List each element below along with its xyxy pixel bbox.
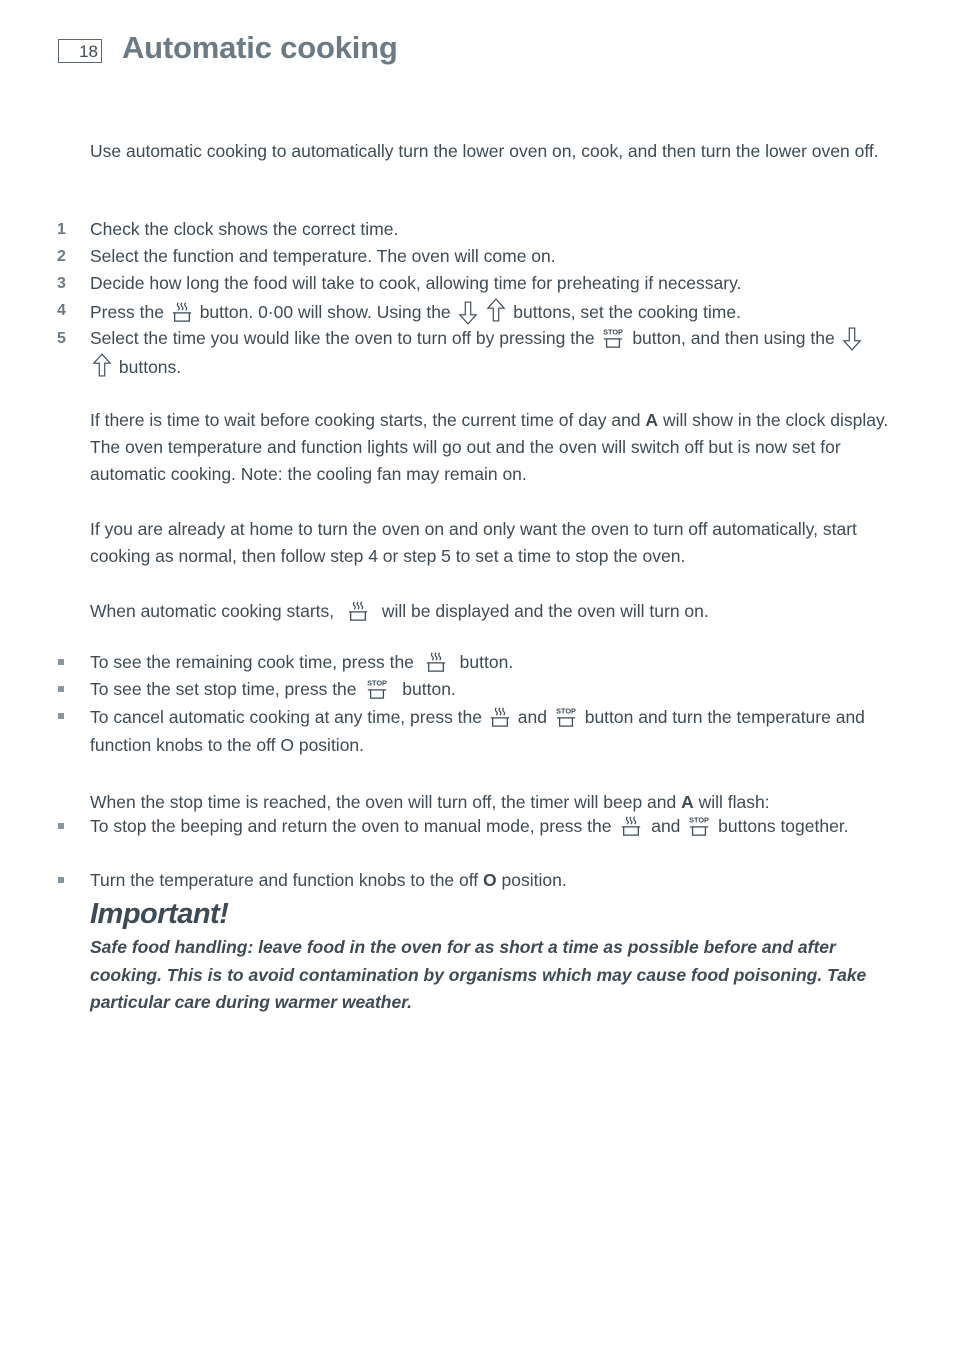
bullet-marker (58, 659, 64, 665)
step-number: 1 (57, 221, 66, 238)
step-text-part: buttons. (118, 357, 182, 377)
bullet-text-part: buttons together. (718, 816, 849, 836)
bullet-text (90, 813, 890, 840)
stop-text: When the stop time is reached, the oven will turn off, the timer will beep and (90, 792, 677, 812)
step-number: 5 (57, 330, 66, 347)
bullet-text (90, 867, 890, 894)
intro-paragraph: Use automatic cooking to automatically turn the lower oven on, cook, and then turn the lower oven off. (90, 141, 879, 161)
bullet-text-part: position. (501, 870, 567, 890)
bullet-text-part: and (651, 816, 681, 836)
home-paragraph: If you are already at home to turn the oven on and only want the oven to turn off automatically, start cooking as normal, then follow step 4 or step 5 to set a time to stop the oven. (90, 519, 857, 566)
stop-paragraph (90, 789, 890, 816)
bullet-text (90, 676, 890, 703)
arrow-down-icon (458, 300, 478, 326)
wait-text: will show in the clock display. The oven temperature and function lights will go out and the oven will switch off but is now set for automatic cooking. Note: the cooling fan may remain on. (90, 410, 889, 484)
important-heading: Important! (90, 898, 229, 930)
bullet-text-part: button. (402, 679, 456, 699)
important-body: Safe food handling: leave food in the oven for as short a time as possible before and after cooking. This is to avoid contamination by organisms which may cause food poisoning. Take particular care during warmer weather. (90, 937, 867, 1012)
step-text (90, 297, 890, 326)
arrow-down-icon (842, 326, 862, 352)
bullet-text-part: button and turn the temperature and function knobs to the off O position. (90, 707, 865, 755)
page-title: Automatic cooking (122, 30, 398, 65)
stop-pot-icon (365, 678, 389, 700)
bullet-text (90, 649, 890, 676)
step-number: 4 (57, 302, 66, 319)
cooking-pot-icon (347, 600, 369, 622)
step-text-part: Press the (90, 302, 164, 322)
step-text-part: Select the time you would like the oven to turn off by pressing the (90, 328, 595, 348)
page-number: 18 (58, 39, 102, 63)
bullet-text-part: and (517, 707, 547, 727)
arrow-up-icon (92, 352, 112, 378)
stop-pot-icon (554, 706, 578, 728)
cooking-pot-icon (171, 301, 193, 323)
step-number: 2 (57, 248, 66, 265)
starts-text: will be displayed and the oven will turn on. (381, 601, 709, 621)
bullet-marker (58, 823, 64, 829)
step-text-part: button, and then using the (632, 328, 835, 348)
step-text: Decide how long the food will take to cook, allowing time for preheating if necessary. (90, 273, 742, 293)
bullet-text-part: To see the remaining cook time, press the (90, 652, 414, 672)
bullet-text-part: To cancel automatic cooking at any time, press the (90, 707, 483, 727)
step-number: 3 (57, 275, 66, 292)
arrow-up-icon (486, 297, 506, 323)
starts-paragraph (90, 598, 890, 625)
step-text-part: button. 0·00 will show. Using the (199, 302, 451, 322)
bullet-text (90, 703, 890, 759)
off-position-symbol: O (483, 870, 497, 890)
bullet-marker (58, 686, 64, 692)
cooking-pot-icon (425, 651, 447, 673)
bullet-text-part: Turn the temperature and function knobs to the off (90, 870, 479, 890)
cooking-pot-icon (620, 815, 642, 837)
bullet-marker (58, 713, 64, 719)
step-text-part: buttons, set the cooking time. (513, 302, 741, 322)
stop-pot-icon (687, 815, 711, 837)
wait-paragraph (90, 407, 890, 488)
stop-pot-icon (601, 327, 625, 349)
step-text: Check the clock shows the correct time. (90, 219, 399, 239)
stop-text: will flash: (698, 792, 770, 812)
bullet-text-part: To stop the beeping and return the oven to manual mode, press the (90, 816, 612, 836)
bullet-marker (58, 877, 64, 883)
cooking-pot-icon (489, 706, 511, 728)
starts-text: When automatic cooking starts, (90, 601, 335, 621)
auto-indicator-letter: A (645, 410, 659, 430)
step-text: Select the function and temperature. The oven will come on. (90, 246, 556, 266)
bullet-text-part: To see the set stop time, press the (90, 679, 357, 699)
bullet-text-part: button. (459, 652, 514, 672)
step-text (90, 325, 890, 381)
auto-indicator-letter: A (681, 792, 694, 812)
wait-text: If there is time to wait before cooking starts, the current time of day and (90, 410, 641, 430)
